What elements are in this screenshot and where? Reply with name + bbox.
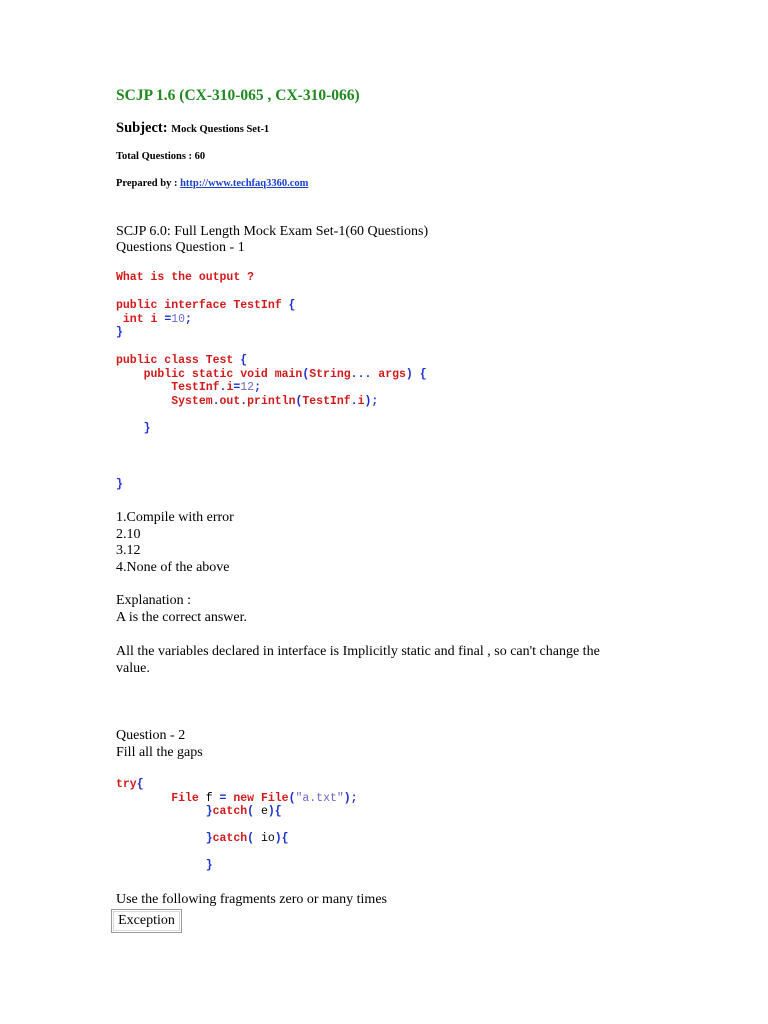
- exception-fragment-button[interactable]: Exception: [111, 909, 182, 933]
- total-questions: Total Questions : 60: [116, 151, 206, 162]
- explanation-text-line-1: All the variables declared in interface is Implicitly static and final , so can't change the: [116, 644, 600, 659]
- question-2-instruction: Fill all the gaps: [116, 745, 203, 760]
- option-4: 4.None of the above: [116, 560, 230, 575]
- code-block-class: public class Test { public static void main(String... args) { TestInf.i=12; System.out.println(TestInf.i); }: [116, 354, 427, 435]
- question-1-prompt: What is the output ?: [116, 271, 255, 284]
- option-1: 1.Compile with error: [116, 510, 234, 525]
- prepared-by-label: Prepared by :: [116, 178, 181, 189]
- fragments-instruction: Use the following fragments zero or many times: [116, 892, 387, 907]
- document-title: SCJP 1.6 (CX-310-065 , CX-310-066): [116, 87, 360, 104]
- code-closing-brace: }: [116, 478, 123, 491]
- subject-label: Subject:: [116, 120, 172, 136]
- question-1-heading: Questions Question - 1: [116, 240, 245, 255]
- code-block-interface: public interface TestInf { int i =10; }: [116, 299, 296, 339]
- subject-value: Mock Questions Set-1: [171, 124, 270, 135]
- question-2-heading: Question - 2: [116, 728, 186, 743]
- code-block-try-catch: try{ File f = new File("a.txt"); }catch( e){ }catch( io){ }: [116, 778, 358, 872]
- explanation-label: Explanation :: [116, 593, 192, 608]
- subject-line: [116, 120, 269, 137]
- exam-heading: SCJP 6.0: Full Length Mock Exam Set-1(60 Questions): [116, 224, 429, 239]
- techfaq-link[interactable]: http://www.techfaq3360.com: [180, 178, 309, 189]
- option-2: 2.10: [116, 527, 141, 542]
- explanation-text-line-2: value.: [116, 661, 150, 676]
- option-3: 3.12: [116, 543, 141, 558]
- correct-answer: A is the correct answer.: [116, 610, 248, 625]
- prepared-by-line: [116, 178, 308, 189]
